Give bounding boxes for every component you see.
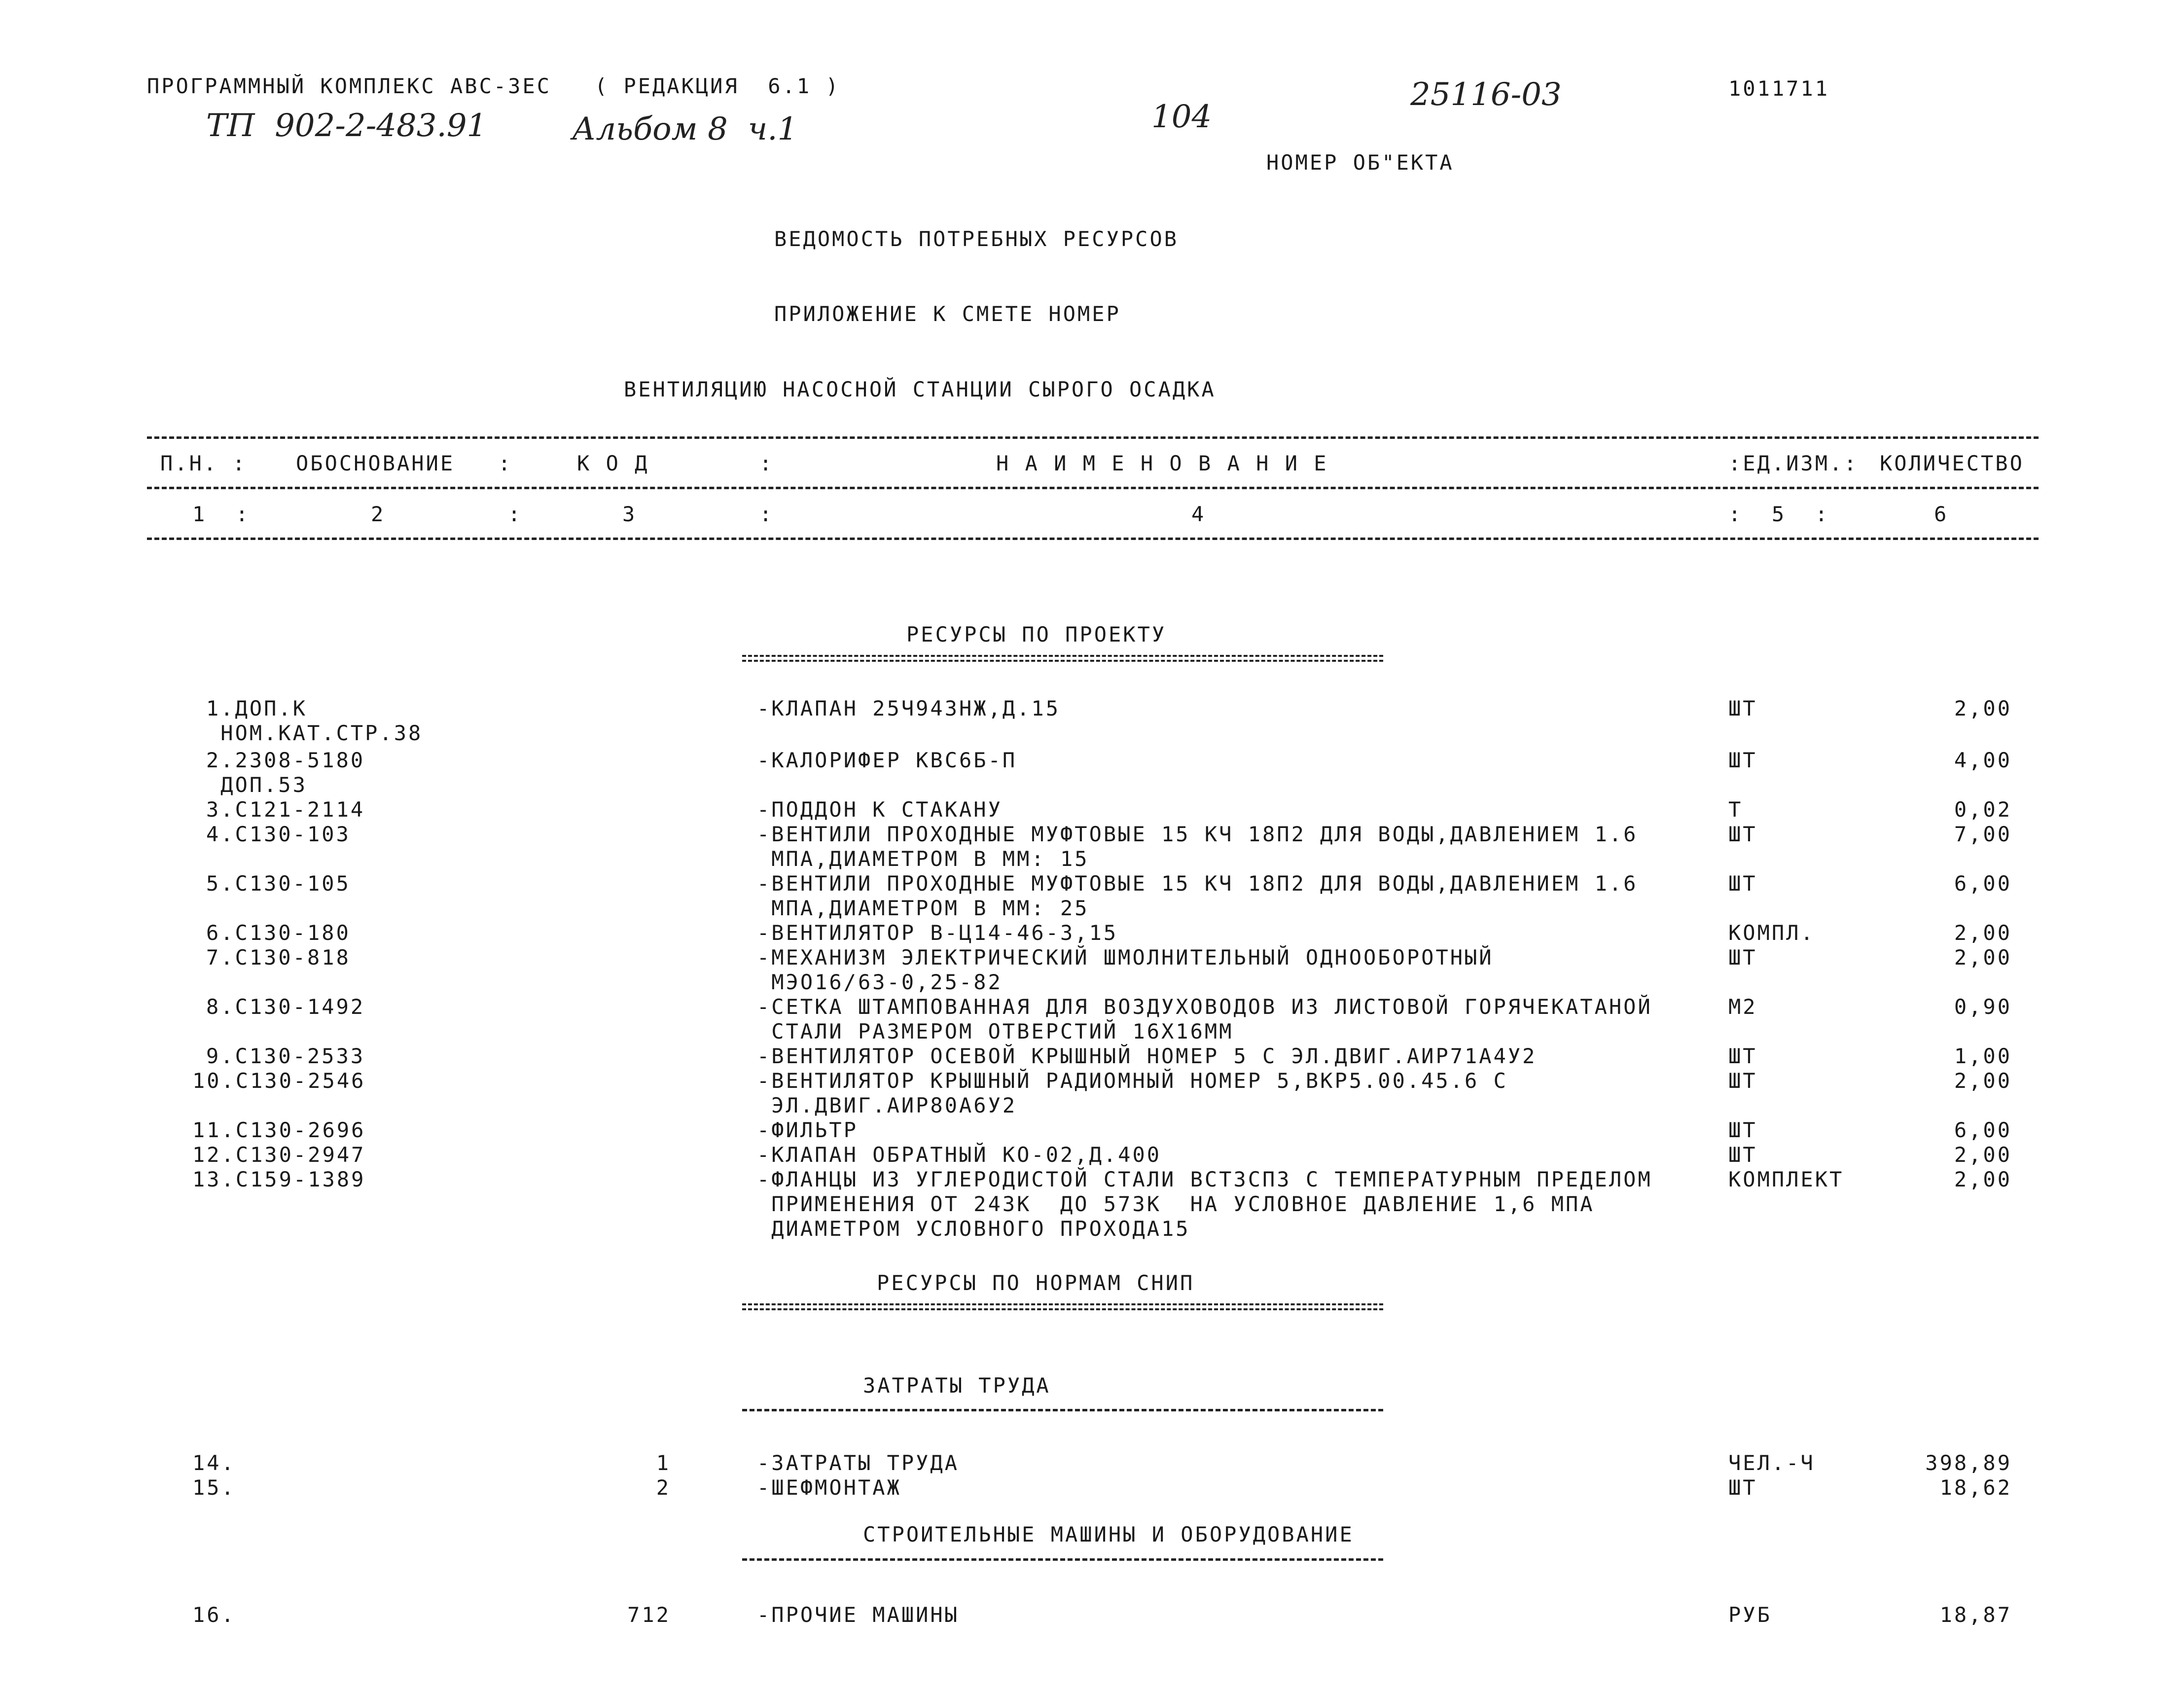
- row-name: -ЗАТРАТЫ ТРУДА: [757, 1451, 960, 1475]
- row-name: -СЕТКА ШТАМПОВАННАЯ ДЛЯ ВОЗДУХОВОДОВ ИЗ ЛИСТОВОЙ ГОРЯЧЕКАТАНОЙ: [757, 995, 1652, 1019]
- col-number-4: 4: [1191, 502, 1206, 526]
- row-name: -ВЕНТИЛЯТОР КРЫШНЫЙ РАДИОМНЫЙ НОМЕР 5,ВКР5.00.45.6 С: [757, 1069, 1508, 1093]
- row-name: -КЛАПАН 25Ч943НЖ,Д.15: [757, 696, 1061, 720]
- row-unit: ШТ: [1728, 1044, 1757, 1068]
- col-number-1: 1 :: [192, 502, 251, 526]
- section-underline-machines: [742, 1558, 1383, 1561]
- row-name: -КЛАПАН ОБРАТНЫЙ КО-02,Д.400: [757, 1143, 1162, 1167]
- row-unit: ШТ: [1728, 1475, 1757, 1500]
- col-header-number: П.Н. :: [160, 451, 247, 475]
- section-underline-snip: [742, 1303, 1383, 1310]
- row-quantity: 2,00: [1954, 945, 2012, 970]
- program-title: ПРОГРАММНЫЙ КОМПЛЕКС АВС-3ЕС ( РЕДАКЦИЯ 6.1 ): [147, 74, 840, 98]
- header-rule-bottom: [147, 538, 2039, 540]
- row-basis: 1.ДОП.К: [206, 696, 308, 720]
- row-unit: ШТ: [1728, 748, 1757, 772]
- section-title-project: РЕСУРСЫ ПО ПРОЕКТУ: [906, 622, 1167, 647]
- handwritten-album: Альбом 8 ч.1: [572, 111, 798, 147]
- handwritten-code: 25116-03: [1410, 76, 1562, 113]
- row-name: -ВЕНТИЛИ ПРОХОДНЫЕ МУФТОВЫЕ 15 КЧ 18П2 ДЛЯ ВОДЫ,ДАВЛЕНИЕМ 1.6: [757, 871, 1638, 896]
- row-unit: ШТ: [1728, 945, 1757, 970]
- row-basis: 11.С130-2696: [192, 1118, 366, 1142]
- row-quantity: 2,00: [1954, 1143, 2012, 1167]
- header-rule-top: [147, 436, 2039, 439]
- col-number-2: 2: [371, 502, 386, 526]
- row-unit: ШТ: [1728, 1143, 1757, 1167]
- row-name: -ВЕНТИЛИ ПРОХОДНЫЕ МУФТОВЫЕ 15 КЧ 18П2 ДЛЯ ВОДЫ,ДАВЛЕНИЕМ 1.6: [757, 822, 1638, 846]
- row-basis: 2.2308-5180: [206, 748, 365, 772]
- row-quantity: 2,00: [1954, 696, 2012, 720]
- row-quantity: 0,90: [1954, 995, 2012, 1019]
- section-title-snip: РЕСУРСЫ ПО НОРМАМ СНИП: [877, 1271, 1195, 1295]
- row-name-cont: СТАЛИ РАЗМЕРОМ ОТВЕРСТИЙ 16Х16ММ: [757, 1019, 1234, 1043]
- row-unit: ШТ: [1728, 1069, 1757, 1093]
- row-quantity: 6,00: [1954, 1118, 2012, 1142]
- row-quantity: 2,00: [1954, 1069, 2012, 1093]
- row-unit: ШТ: [1728, 696, 1757, 720]
- row-basis: 5.С130-105: [206, 871, 351, 896]
- col-number-2-sep: :: [508, 502, 523, 526]
- row-quantity: 2,00: [1954, 1167, 2012, 1191]
- row-quantity: 7,00: [1954, 822, 2012, 846]
- row-name: -ВЕНТИЛЯТОР ОСЕВОЙ КРЫШНЫЙ НОМЕР 5 С ЭЛ.ДВИГ.АИР71А4У2: [757, 1044, 1537, 1068]
- col-header-sep: :: [759, 451, 774, 475]
- row-basis: 6.С130-180: [206, 921, 351, 945]
- row-code: 1: [656, 1451, 671, 1475]
- row-unit: ЧЕЛ.-Ч: [1728, 1451, 1815, 1475]
- row-name-cont: ДИАМЕТРОМ УСЛОВНОГО ПРОХОДА15: [757, 1217, 1190, 1241]
- row-basis: 13.С159-1389: [192, 1167, 366, 1191]
- row-basis: 3.С121-2114: [206, 797, 365, 822]
- row-name: -ФИЛЬТР: [757, 1118, 859, 1142]
- row-quantity: 18,62: [1939, 1475, 2012, 1500]
- object-number-label: НОМЕР ОБ"ЕКТА: [1266, 150, 1454, 175]
- row-quantity: 4,00: [1954, 748, 2012, 772]
- object-name: ВЕНТИЛЯЦИЮ НАСОСНОЙ СТАНЦИИ СЫРОГО ОСАДКА: [624, 377, 1216, 401]
- row-basis: 4.С130-103: [206, 822, 351, 846]
- col-header-name: Н А И М Е Н О В А Н И Е: [996, 451, 1328, 475]
- row-quantity: 1,00: [1954, 1044, 2012, 1068]
- col-number-3: 3: [622, 502, 637, 526]
- row-name-cont: ЭЛ.ДВИГ.АИР80А6У2: [757, 1093, 1017, 1117]
- col-header-basis: ОБОСНОВАНИЕ :: [296, 451, 513, 475]
- row-basis-cont: НОМ.КАТ.СТР.38: [206, 721, 423, 745]
- col-number-3-sep: :: [759, 502, 774, 526]
- row-basis: 15.: [192, 1475, 236, 1500]
- row-name-cont: МПА,ДИАМЕТРОМ В ММ: 25: [757, 896, 1089, 920]
- row-unit: РУБ: [1728, 1603, 1772, 1627]
- row-quantity: 2,00: [1954, 921, 2012, 945]
- row-name-cont: ПРИМЕНЕНИЯ ОТ 243К ДО 573К НА УСЛОВНОЕ ДАВЛЕНИЕ 1,6 МПА: [757, 1192, 1595, 1216]
- row-unit: ШТ: [1728, 871, 1757, 896]
- row-name-cont: МЭО16/63-0,25-82: [757, 970, 1002, 994]
- handwritten-tp: ТП 902-2-483.91: [206, 108, 487, 144]
- row-name: -ПОДДОН К СТАКАНУ: [757, 797, 1002, 822]
- col-number-6: 6: [1934, 502, 1949, 526]
- handwritten-page-number: 104: [1151, 99, 1212, 135]
- row-unit: ШТ: [1728, 822, 1757, 846]
- row-basis-cont: ДОП.53: [206, 773, 308, 797]
- row-name: -КАЛОРИФЕР КВС6Б-П: [757, 748, 1017, 772]
- row-basis: 8.С130-1492: [206, 995, 365, 1019]
- col-number-5: : 5 :: [1728, 502, 1830, 526]
- row-code: 2: [656, 1475, 671, 1500]
- row-unit: КОМПЛЕКТ: [1728, 1167, 1844, 1191]
- row-quantity: 398,89: [1925, 1451, 2012, 1475]
- row-name-cont: МПА,ДИАМЕТРОМ В ММ: 15: [757, 847, 1089, 871]
- row-basis: 10.С130-2546: [192, 1069, 366, 1093]
- row-code: 712: [627, 1603, 671, 1627]
- section-underline-labor: [742, 1409, 1383, 1411]
- row-basis: 14.: [192, 1451, 236, 1475]
- row-basis: 9.С130-2533: [206, 1044, 365, 1068]
- row-unit: М2: [1728, 995, 1757, 1019]
- document-number: 1011711: [1728, 76, 1830, 101]
- row-basis: 7.С130-818: [206, 945, 351, 970]
- row-name: -ШЕФМОНТАЖ: [757, 1475, 901, 1500]
- row-name: -ВЕНТИЛЯТОР В-Ц14-46-3,15: [757, 921, 1118, 945]
- row-unit: Т: [1728, 797, 1743, 822]
- row-basis: 16.: [192, 1603, 236, 1627]
- header-rule-middle: [147, 487, 2039, 489]
- row-quantity: 6,00: [1954, 871, 2012, 896]
- row-unit: КОМПЛ.: [1728, 921, 1815, 945]
- section-title-labor: ЗАТРАТЫ ТРУДА: [863, 1373, 1051, 1398]
- row-basis: 12.С130-2947: [192, 1143, 366, 1167]
- row-name: -ФЛАНЦЫ ИЗ УГЛЕРОДИСТОЙ СТАЛИ ВСТЗСПЗ С ТЕМПЕРАТУРНЫМ ПРЕДЕЛОМ: [757, 1167, 1652, 1191]
- document-title: ВЕДОМОСТЬ ПОТРЕБНЫХ РЕСУРСОВ: [774, 227, 1179, 251]
- col-header-unit: :ЕД.ИЗМ.:: [1728, 451, 1859, 475]
- section-title-machines: СТРОИТЕЛЬНЫЕ МАШИНЫ И ОБОРУДОВАНИЕ: [863, 1522, 1354, 1546]
- row-name: -МЕХАНИЗМ ЭЛЕКТРИЧЕСКИЙ ШМОЛНИТЕЛЬНЫЙ ОДНООБОРОТНЫЙ: [757, 945, 1494, 970]
- row-quantity: 18,87: [1939, 1603, 2012, 1627]
- section-underline-project: [742, 655, 1383, 662]
- row-name: -ПРОЧИЕ МАШИНЫ: [757, 1603, 960, 1627]
- row-unit: ШТ: [1728, 1118, 1757, 1142]
- appendix-title: ПРИЛОЖЕНИЕ К СМЕТЕ НОМЕР: [774, 302, 1121, 326]
- row-quantity: 0,02: [1954, 797, 2012, 822]
- col-header-quantity: КОЛИЧЕСТВО: [1880, 451, 2024, 475]
- col-header-code: К О Д: [577, 451, 649, 475]
